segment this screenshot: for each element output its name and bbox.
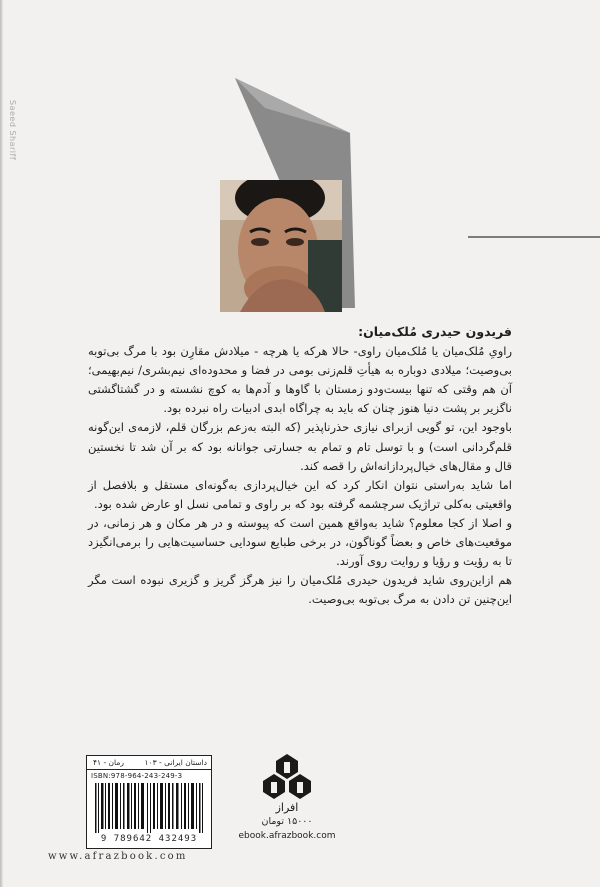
decorative-line <box>468 236 600 238</box>
back-cover-blurb <box>88 322 512 609</box>
author-photo <box>220 180 342 312</box>
series-label: رمان - ۴۱ <box>93 758 124 767</box>
genre-label: داستان ایرانی - ۱۰۳ <box>144 758 207 767</box>
publisher-website: www.afrazbook.com <box>48 851 188 862</box>
price-label: ۱۵۰۰۰ تومان <box>261 816 313 827</box>
blurb-paragraph: باوجود این، تو گویی ازبرای نیازی حذرناپذیر (که البته به‌زعم بزرگان قلم، لازمه‌ی این‌گونه قلم‌گردانی است) و با توسل تام و تمام به جسارتی جوانانه بود که بر آن شد تا نخستین قال و مقال‌های خیال‌پردازانه‌اش را قصه کند. <box>88 420 512 473</box>
spine-author-name: Saeed Shariff <box>8 100 17 161</box>
logo-wordmark: افراز <box>275 801 299 814</box>
author-heading: فریدون حیدری مُلک‌میان: <box>358 324 512 339</box>
ebook-url: ebook.afrazbook.com <box>238 831 336 841</box>
genre-row <box>87 756 211 770</box>
blurb-paragraph: و اصلا از کجا معلوم؟ شاید به‌واقع همین است که پیوسته و در هر مکان و هر زمانی، در موقعیت‌های خاص و بعضاً گوناگون، در برخی طبایع سودایی حساسیت‌هایی را برمی‌انگیزد تا به رؤیت و رؤیا و روایت روی آورند. <box>88 515 512 569</box>
spine-edge <box>0 0 3 887</box>
isbn-text: ISBN:978-964-243-249-3 <box>91 772 183 780</box>
blurb-paragraph: اما شاید به‌راستی نتوان انکار کرد که این خیال‌پردازی به‌گونه‌ای مستقل و بلافصل از واقعیتی به‌کلی تراژیک سرچشمه گرفته بود که بر راوی و تمامی نسل او عارض شده بود. <box>88 477 512 511</box>
barcode-digits: 9 789642 432493 <box>100 834 198 844</box>
blurb-paragraph: راویِ مُلک‌میان یا مُلک‌میان راوی- حالا هرکه یا هرچه - میلادش مقارِن بود با مرگ بی‌توبه بی‌وصیت؛ میلادی دوباره به هیأتِ قلم‌زنی بومی در فضا و محدوده‌ای نیم‌بشری/ نیم‌بهیمی؛ آن هم وقتی که تنها بیست‌ودو زمستان با گاوها و آدم‌ها به کوچ نشسته و در گشتاگشتی ناگزیر بر پشت دنیا هنوز چنان که باید به چراگاه ابدی ادبیات راه نبرده بود. <box>88 344 512 416</box>
afraz-publisher-logo-icon <box>262 752 312 814</box>
barcode-bars <box>93 783 205 833</box>
blurb-paragraph: هم ازاین‌روی شاید فریدون حیدری مُلک‌میان را نیز هرگز گریز و گزیری نبوده است مگر این‌چنین تن دادن به مرگ بی‌توبه بی‌وصیت. <box>88 573 512 607</box>
barcode-box <box>86 755 212 849</box>
